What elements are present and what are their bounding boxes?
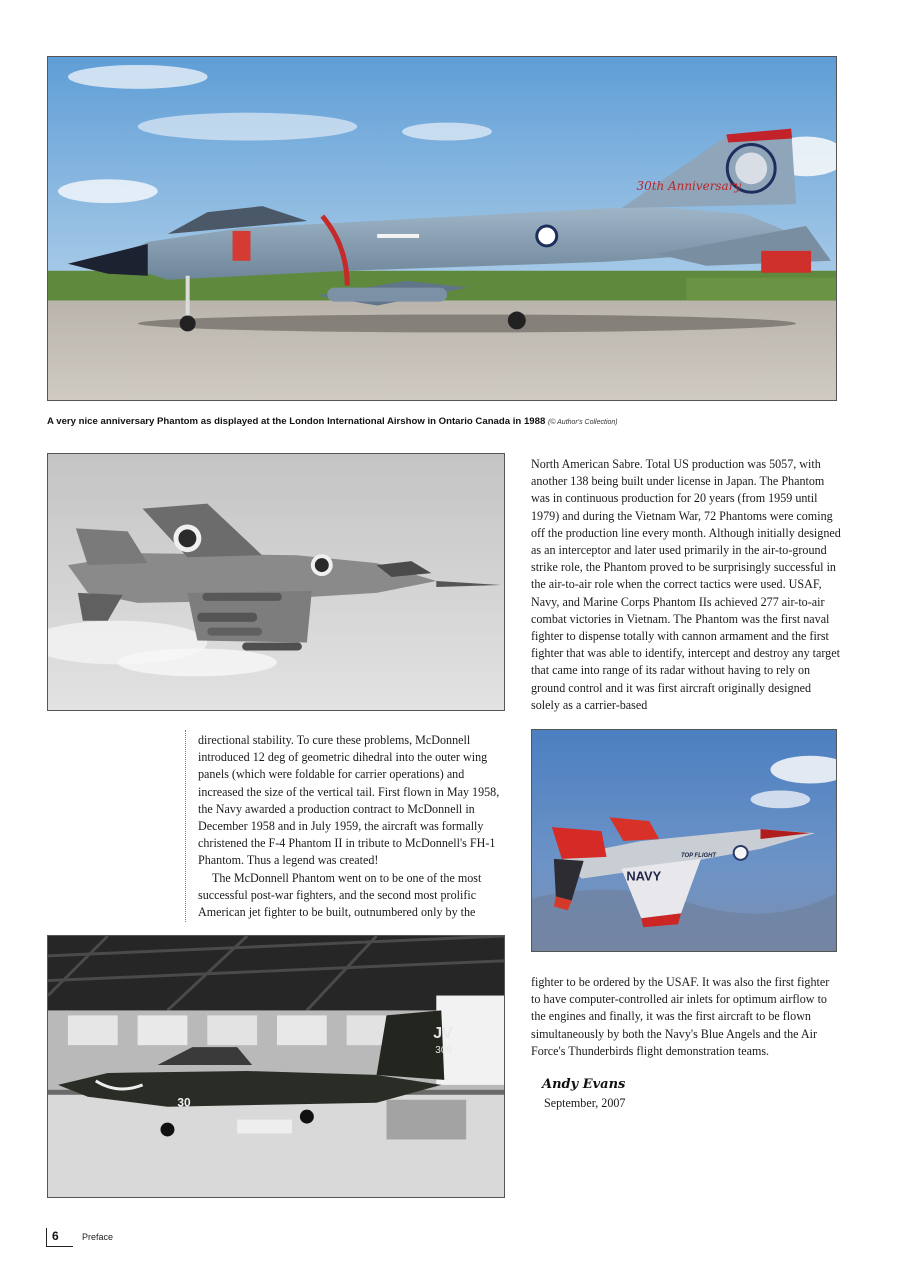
caption-credit: (© Author's Collection) bbox=[547, 419, 618, 426]
tail-code-jv: JV bbox=[433, 1025, 453, 1043]
body-text-right-bottom bbox=[531, 974, 841, 1060]
tail-anniversary-marking: 30th Anniversary bbox=[636, 179, 742, 194]
navy-marking: NAVY bbox=[626, 868, 662, 884]
section-name: Preface bbox=[82, 1232, 114, 1242]
top-flight-marking: TOP FLIGHT bbox=[681, 852, 717, 859]
body-text-middle bbox=[198, 732, 508, 921]
paragraph: fighter to be ordered by the USAF. It was also the first fighter to have computer-controlled air inlets for optimum airflow to the engines and finally, it was the first aircraft to be flown simultaneously by both the Navy's Blue Angels and the Air Force's Thunderbirds flight demonstration teams. bbox=[531, 975, 830, 1058]
photo-phantom-hangar bbox=[47, 935, 505, 1198]
author-signature: Andy Evans bbox=[542, 1077, 626, 1092]
photo-caption bbox=[47, 416, 837, 427]
page-number-box bbox=[46, 1228, 73, 1247]
signature-date: September, 2007 bbox=[544, 1096, 626, 1110]
paragraph: directional stability. To cure these problems, McDonnell introduced 12 deg of geometric dihedral into the outer wing panels (which were foldable for carrier operations) and increased the size of the vertical tail. First flown in May 1958, the Navy awarded a production contract to McDonnell in December 1958 and in July 1959, the aircraft was formally christened the F-4 Phantom II in tribute to McDonnell's FH-1 Phantom. Thus a legend was created! bbox=[198, 733, 500, 868]
photo-phantom-in-flight bbox=[47, 453, 505, 711]
photo-anniversary-phantom bbox=[47, 56, 837, 401]
paragraph: The McDonnell Phantom went on to be one of the most successful post-war fighters, and the second most prolific American jet fighter to be built, outnumbered only by the bbox=[198, 870, 482, 920]
nose-number: 30 bbox=[177, 1095, 191, 1110]
body-text-right-top bbox=[531, 456, 841, 714]
column-divider bbox=[185, 730, 186, 922]
caption-text: A very nice anniversary Phantom as displayed at the London International Airshow in Ontario Canada in 1988 bbox=[47, 416, 546, 427]
page-number: 6 bbox=[52, 1229, 59, 1243]
photo-navy-phantom bbox=[531, 729, 837, 952]
tail-number: 309 bbox=[435, 1045, 452, 1057]
paragraph: North American Sabre. Total US production was 5057, with another 138 being built under license in Japan. The Phantom was in continuous production for 20 years (from 1959 until 1979) and during the Vietnam War, 72 Phantoms were coming off the production line every month. Although initially designed as an interceptor and later used primarily in the air-to-ground strike role, the Phantom proved to be surprisingly successful in the air-to-air role when the correct tactics were used. USAF, Navy, and Marine Corps Phantom IIs achieved 277 air-to-air combat victories in Vietnam. The Phantom was the first naval fighter to dispense totally with cannon armament and the first fighter that was able to identify, intercept and destroy any target that came into range of its radar without having to rely on ground control and it was first aircraft originally designed solely as a carrier-based bbox=[531, 457, 841, 712]
